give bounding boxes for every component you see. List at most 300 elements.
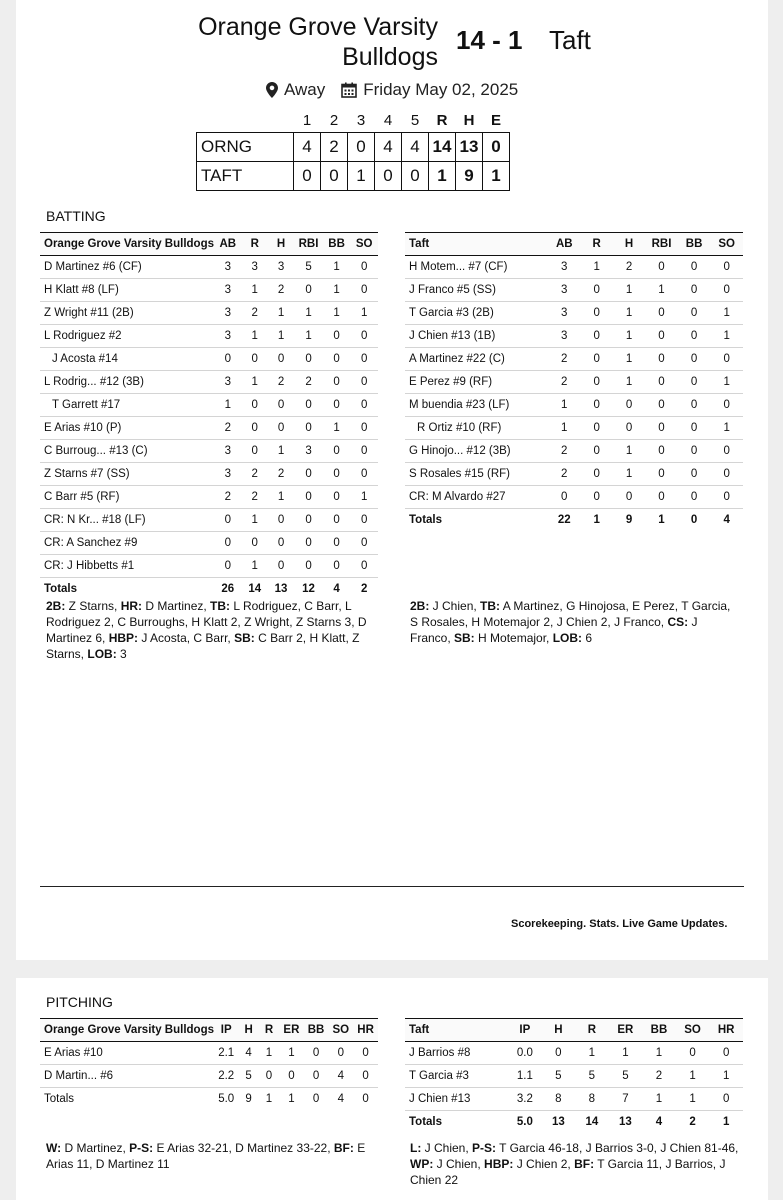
- stat-cell: 1: [323, 256, 351, 279]
- player-name: A Martinez #22 (C): [405, 348, 548, 371]
- boxscore-card: [16, 0, 768, 960]
- stat-cell: 0: [350, 509, 378, 532]
- stat-column-header: AB: [548, 233, 581, 256]
- game-header: [16, 10, 768, 100]
- stat-cell: 1: [613, 279, 645, 302]
- stat-cell: 1: [710, 371, 743, 394]
- stat-cell: 2: [242, 463, 268, 486]
- totals-cell: 12: [302, 583, 315, 595]
- stat-cell: 1: [323, 302, 351, 325]
- stat-cell: 3: [242, 256, 268, 279]
- stat-cell: 1: [642, 1088, 676, 1111]
- stat-column-header: HR: [353, 1019, 378, 1042]
- totals-cell: 2: [361, 583, 368, 595]
- totals-cell: 0: [312, 1093, 320, 1105]
- player-name: E Arias #10 (P): [40, 417, 214, 440]
- note-value: T Garcia 46-18, J Barrios 3-0, J Chien 81-46,: [496, 1141, 739, 1155]
- inning-header: 2: [329, 111, 339, 129]
- stat-cell: 0: [350, 417, 378, 440]
- totals-row: [405, 509, 743, 532]
- totals-label: Totals: [44, 1093, 75, 1105]
- errors-total: 0: [483, 133, 510, 162]
- table-row: [40, 325, 378, 348]
- hits-total: 9: [456, 162, 483, 191]
- player-name: S Rosales #15 (RF): [405, 463, 548, 486]
- inning-score: 1: [348, 162, 375, 191]
- table-header: [405, 1019, 743, 1042]
- away-pitching-notes: [410, 1140, 740, 1188]
- totals-cell: 4: [642, 1111, 676, 1134]
- stat-cell: 1: [613, 371, 645, 394]
- stat-cell: 0: [353, 1065, 378, 1088]
- stat-cell: 0: [678, 302, 711, 325]
- table-row: [405, 1065, 743, 1088]
- stat-cell: 0: [294, 532, 323, 555]
- stat-cell: 0: [678, 279, 711, 302]
- stat-cell: 4: [328, 1065, 353, 1088]
- player-name: M buendia #23 (LF): [405, 394, 548, 417]
- stat-cell: 1: [242, 509, 268, 532]
- errors-total: 1: [483, 162, 510, 191]
- player-name: H Klatt #8 (LF): [40, 279, 214, 302]
- stat-cell: 0: [645, 256, 678, 279]
- note-key: HBP:: [484, 1157, 514, 1171]
- table-header: [40, 1019, 378, 1042]
- stat-cell: 0: [678, 371, 711, 394]
- stat-column-header: BB: [642, 1019, 676, 1042]
- stat-cell: 1: [642, 1042, 676, 1065]
- stat-cell: 0: [645, 371, 678, 394]
- game-date: Friday May 02, 2025: [363, 80, 519, 99]
- table-row: [40, 302, 378, 325]
- totals-cell: 4: [337, 1093, 344, 1105]
- note-key: LOB:: [87, 647, 117, 661]
- table-row: [405, 486, 743, 509]
- stat-column-header: AB: [214, 233, 242, 256]
- table-body: [40, 1042, 378, 1111]
- stat-cell: 0: [323, 532, 351, 555]
- stat-cell: 0: [710, 348, 743, 371]
- totals-cell: 9: [245, 1093, 252, 1105]
- totals-cell: 5.0: [218, 1093, 235, 1105]
- note-value: A Martinez, G Hinojosa, E Perez, T Garcia, S Rosales, H Motemajor 2, J Chien 2, J Franco,: [410, 599, 731, 629]
- stat-cell: 0: [304, 1042, 329, 1065]
- stat-cell: 0: [304, 1065, 329, 1088]
- stat-cell: 3.2: [508, 1088, 542, 1111]
- stat-cell: 5: [294, 256, 323, 279]
- inning-score: 0: [321, 162, 348, 191]
- player-name: J Chien #13 (1B): [405, 325, 548, 348]
- stat-cell: 0: [268, 417, 294, 440]
- note-key: SB:: [234, 631, 255, 645]
- totals-cell: 1: [709, 1111, 743, 1134]
- stat-cell: 0: [581, 440, 613, 463]
- stat-cell: 0: [710, 279, 743, 302]
- stat-cell: 0: [323, 371, 351, 394]
- stat-cell: 1: [575, 1042, 608, 1065]
- stat-cell: 0: [214, 532, 242, 555]
- game-meta: [266, 80, 518, 100]
- linescore-row: [197, 162, 510, 191]
- stat-cell: 1: [709, 1065, 743, 1088]
- hits-total: 13: [456, 133, 483, 162]
- table-row: [40, 394, 378, 417]
- player-name: J Franco #5 (SS): [405, 279, 548, 302]
- stat-cell: 2: [214, 486, 242, 509]
- stat-cell: 0: [294, 279, 323, 302]
- table-row: [405, 371, 743, 394]
- stat-cell: 0: [678, 417, 711, 440]
- footer-tagline: Scorekeeping. Stats. Live Game Updates.: [511, 918, 728, 930]
- player-name: CR: M Alvardo #27: [405, 486, 548, 509]
- note-key: P-S:: [472, 1141, 497, 1155]
- totals-cell: 0: [690, 514, 698, 526]
- player-name: Z Wright #11 (2B): [40, 302, 214, 325]
- totals-cell: 5.0: [508, 1111, 542, 1134]
- stat-column-header: SO: [710, 233, 743, 256]
- stat-cell: 0: [678, 256, 711, 279]
- stat-cell: 1: [279, 1042, 303, 1065]
- totals-cell: 4: [333, 583, 340, 595]
- stat-cell: 1: [242, 279, 268, 302]
- stat-column-header: IP: [508, 1019, 542, 1042]
- runs-total: 1: [429, 162, 456, 191]
- stat-cell: 2: [294, 371, 323, 394]
- stat-cell: 2: [642, 1065, 676, 1088]
- stat-cell: 0: [294, 348, 323, 371]
- stat-cell: 0: [350, 348, 378, 371]
- stat-cell: 0: [678, 486, 711, 509]
- note-value: E Arias 11, D Martinez 11: [46, 1141, 366, 1171]
- stat-column-header: IP: [214, 1019, 238, 1042]
- stat-cell: 0: [350, 371, 378, 394]
- home-pitching-table: [40, 1018, 378, 1110]
- note-value: 6: [582, 631, 593, 645]
- stat-column-header: RBI: [645, 233, 678, 256]
- stat-cell: 1: [710, 302, 743, 325]
- stat-cell: 3: [268, 256, 294, 279]
- stat-cell: 0: [645, 302, 678, 325]
- inning-header: 5: [410, 111, 420, 129]
- player-name: T Garrett #17: [40, 394, 214, 417]
- errors-header: E: [490, 111, 501, 129]
- stat-column-header: H: [268, 233, 294, 256]
- totals-cell: 0: [362, 1093, 369, 1105]
- player-name: T Garcia #3 (2B): [405, 302, 548, 325]
- stat-cell: 1: [548, 417, 581, 440]
- inning-header: 4: [383, 111, 393, 129]
- team-column-header: Orange Grove Varsity Bulldogs: [40, 1019, 214, 1042]
- totals-cell: 1: [288, 1093, 295, 1105]
- table-row: [40, 486, 378, 509]
- table-row: [40, 463, 378, 486]
- player-name: D Martinez #6 (CF): [40, 256, 214, 279]
- stat-cell: 0: [242, 394, 268, 417]
- stat-cell: 0: [678, 463, 711, 486]
- stat-cell: 2.1: [214, 1042, 238, 1065]
- stat-cell: 0: [581, 371, 613, 394]
- totals-label: Totals: [405, 1111, 508, 1134]
- stat-cell: 1: [350, 302, 378, 325]
- stat-cell: 1: [259, 1042, 279, 1065]
- note-key: 2B:: [410, 599, 430, 613]
- linescore-row: [197, 133, 510, 162]
- stat-cell: 2: [268, 371, 294, 394]
- table-row: [405, 302, 743, 325]
- player-name: J Barrios #8: [405, 1042, 508, 1065]
- stat-column-header: SO: [350, 233, 378, 256]
- player-name: L Rodriguez #2: [40, 325, 214, 348]
- player-name: CR: J Hibbetts #1: [40, 555, 214, 578]
- stat-cell: 1: [613, 440, 645, 463]
- stat-cell: 3: [548, 325, 581, 348]
- stat-cell: 5: [609, 1065, 643, 1088]
- stat-cell: 1: [613, 348, 645, 371]
- stat-column-header: R: [242, 233, 268, 256]
- player-name: E Arias #10: [40, 1042, 214, 1065]
- linescore-team: ORNG: [197, 133, 294, 162]
- stat-cell: 0: [259, 1065, 279, 1088]
- stat-cell: 1: [710, 325, 743, 348]
- note-value: J Chien,: [421, 1141, 473, 1155]
- stat-cell: 1: [613, 463, 645, 486]
- stat-cell: 2: [268, 463, 294, 486]
- stat-cell: 1: [242, 555, 268, 578]
- stat-cell: 0: [350, 463, 378, 486]
- stat-cell: 0: [645, 348, 678, 371]
- stat-cell: 1: [242, 371, 268, 394]
- note-value: 3: [116, 647, 127, 661]
- stat-cell: 0: [323, 555, 351, 578]
- note-value: T Garcia 11, J Barrios, J Chien 22: [410, 1157, 726, 1187]
- stat-cell: 0: [710, 440, 743, 463]
- stat-cell: 0: [709, 1088, 743, 1111]
- table-row: [40, 440, 378, 463]
- note-value: J Chien,: [429, 599, 481, 613]
- player-name: CR: A Sanchez #9: [40, 532, 214, 555]
- player-name: Z Starns #7 (SS): [40, 463, 214, 486]
- stat-column-header: H: [613, 233, 645, 256]
- stat-cell: 3: [214, 440, 242, 463]
- table-header: [405, 233, 743, 256]
- stat-cell: 0: [709, 1042, 743, 1065]
- stat-cell: 0: [613, 486, 645, 509]
- stat-cell: 0: [323, 509, 351, 532]
- stat-cell: 2: [242, 302, 268, 325]
- note-value: L Rodriguez, C Barr, L Rodriguez 2, C Burroughs, H Klatt 2, Z Wright, Z Starns 3, D Martinez 6,: [46, 599, 367, 645]
- player-name: CR: N Kr... #18 (LF): [40, 509, 214, 532]
- stat-cell: 0: [242, 440, 268, 463]
- table-row: [40, 509, 378, 532]
- stat-cell: 0: [294, 486, 323, 509]
- inning-header: 3: [356, 111, 366, 129]
- team-column-header: Taft: [405, 1019, 508, 1042]
- table-row: [405, 1042, 743, 1065]
- table-row: [40, 532, 378, 555]
- stat-column-header: SO: [676, 1019, 710, 1042]
- stat-cell: 0: [279, 1065, 303, 1088]
- player-name: J Acosta #14: [40, 348, 214, 371]
- stat-cell: 0: [350, 394, 378, 417]
- runs-total: 14: [429, 133, 456, 162]
- stat-cell: 0: [294, 394, 323, 417]
- stat-column-header: R: [575, 1019, 608, 1042]
- stat-cell: 1: [323, 279, 351, 302]
- note-key: L:: [410, 1141, 422, 1155]
- stat-cell: 1: [268, 325, 294, 348]
- stat-cell: 0: [581, 325, 613, 348]
- stat-column-header: SO: [328, 1019, 353, 1042]
- stat-cell: 1: [676, 1088, 710, 1111]
- player-name: C Burroug... #13 (C): [40, 440, 214, 463]
- stat-cell: 2: [548, 463, 581, 486]
- stat-cell: 0: [268, 509, 294, 532]
- totals-cell: 14: [575, 1111, 608, 1134]
- stat-cell: 1: [294, 325, 323, 348]
- stat-column-header: ER: [279, 1019, 303, 1042]
- stat-cell: 0: [581, 394, 613, 417]
- stat-cell: 0: [645, 394, 678, 417]
- stat-cell: 0: [645, 486, 678, 509]
- stat-cell: 0: [350, 555, 378, 578]
- stat-cell: 0: [323, 394, 351, 417]
- totals-cell: 13: [274, 583, 288, 595]
- stat-cell: 1.1: [508, 1065, 542, 1088]
- game-location: Away: [284, 80, 326, 99]
- player-name: E Perez #9 (RF): [405, 371, 548, 394]
- note-key: WP:: [410, 1157, 434, 1171]
- stat-cell: 0: [542, 1042, 575, 1065]
- stat-cell: 0: [323, 325, 351, 348]
- pitching-card: [16, 978, 768, 1200]
- note-key: HBP:: [108, 631, 139, 645]
- stat-cell: 0: [676, 1042, 710, 1065]
- stat-column-header: HR: [709, 1019, 743, 1042]
- stat-cell: 1: [242, 325, 268, 348]
- home-pitching-notes: [46, 1140, 376, 1172]
- stat-cell: 1: [323, 417, 351, 440]
- stat-cell: 7: [609, 1088, 643, 1111]
- stat-column-header: RBI: [294, 233, 323, 256]
- stat-cell: 0: [613, 417, 645, 440]
- stat-column-header: BB: [323, 233, 351, 256]
- totals-cell: 22: [557, 514, 571, 526]
- table-row: [405, 417, 743, 440]
- home-batting-table: [40, 232, 378, 600]
- stat-cell: 0: [214, 555, 242, 578]
- table-body: [405, 256, 743, 532]
- stat-cell: 0: [350, 532, 378, 555]
- stat-cell: 0: [323, 463, 351, 486]
- stat-cell: 0: [242, 532, 268, 555]
- note-value: J Chien 2,: [513, 1157, 575, 1171]
- totals-cell: 1: [658, 514, 665, 526]
- stat-cell: 8: [575, 1088, 608, 1111]
- team-column-header: Taft: [405, 233, 548, 256]
- stat-cell: 2: [613, 256, 645, 279]
- stat-cell: 5: [238, 1065, 258, 1088]
- stat-cell: 1: [609, 1042, 643, 1065]
- stat-cell: 0: [328, 1042, 353, 1065]
- stat-cell: 5: [575, 1065, 608, 1088]
- away-pitching-table: [405, 1018, 743, 1133]
- player-name: C Barr #5 (RF): [40, 486, 214, 509]
- linescore-team: TAFT: [197, 162, 294, 191]
- note-value: H Motemajor,: [474, 631, 553, 645]
- header-row: [40, 1019, 378, 1042]
- stat-cell: 0: [678, 440, 711, 463]
- table-row: [405, 394, 743, 417]
- stat-cell: 1: [214, 394, 242, 417]
- stat-cell: 0: [581, 302, 613, 325]
- stat-cell: 0: [294, 509, 323, 532]
- totals-cell: 13: [542, 1111, 575, 1134]
- totals-row: [40, 578, 378, 601]
- player-name: H Motem... #7 (CF): [405, 256, 548, 279]
- header-row: [405, 233, 743, 256]
- totals-cell: 4: [723, 514, 730, 526]
- stat-cell: 2: [548, 371, 581, 394]
- stat-cell: 0: [645, 417, 678, 440]
- totals-label: Totals: [44, 583, 78, 595]
- table-header: [40, 233, 378, 256]
- player-name: T Garcia #3: [405, 1065, 508, 1088]
- totals-row: [40, 1088, 378, 1111]
- totals-cell: 26: [221, 583, 235, 595]
- table-row: [40, 256, 378, 279]
- inning-score: 4: [402, 133, 429, 162]
- stat-cell: 0: [242, 417, 268, 440]
- stat-cell: 3: [548, 302, 581, 325]
- note-key: BF:: [333, 1141, 354, 1155]
- runs-header: R: [436, 111, 448, 129]
- linescore-table: [196, 108, 510, 191]
- table-row: [405, 440, 743, 463]
- stat-cell: 0: [323, 486, 351, 509]
- note-value: J Acosta, C Barr,: [138, 631, 235, 645]
- stat-cell: 0: [214, 509, 242, 532]
- inning-score: 4: [294, 133, 321, 162]
- stat-cell: 0: [294, 417, 323, 440]
- inning-score: 0: [402, 162, 429, 191]
- totals-row: [405, 1111, 743, 1134]
- stat-cell: 4: [238, 1042, 258, 1065]
- note-key: HR:: [120, 599, 143, 613]
- table-body: [40, 256, 378, 601]
- totals-cell: 1: [265, 1093, 273, 1105]
- stat-cell: 0: [645, 440, 678, 463]
- stat-cell: 0: [581, 463, 613, 486]
- stat-cell: 2: [548, 440, 581, 463]
- stat-cell: 0: [294, 555, 323, 578]
- stat-cell: 0: [242, 348, 268, 371]
- stat-cell: 1: [548, 394, 581, 417]
- away-batting-table: [405, 232, 743, 531]
- stat-cell: 0: [323, 348, 351, 371]
- stat-cell: 0: [548, 486, 581, 509]
- stat-column-header: R: [259, 1019, 279, 1042]
- stat-cell: 0: [350, 279, 378, 302]
- stat-cell: 3: [214, 463, 242, 486]
- stat-column-header: BB: [304, 1019, 329, 1042]
- totals-cell: 9: [625, 514, 633, 526]
- table-row: [405, 1088, 743, 1111]
- stat-cell: 0: [294, 463, 323, 486]
- stat-cell: 3: [214, 256, 242, 279]
- stat-column-header: H: [238, 1019, 258, 1042]
- table-body: [405, 1042, 743, 1134]
- stat-cell: 1: [350, 486, 378, 509]
